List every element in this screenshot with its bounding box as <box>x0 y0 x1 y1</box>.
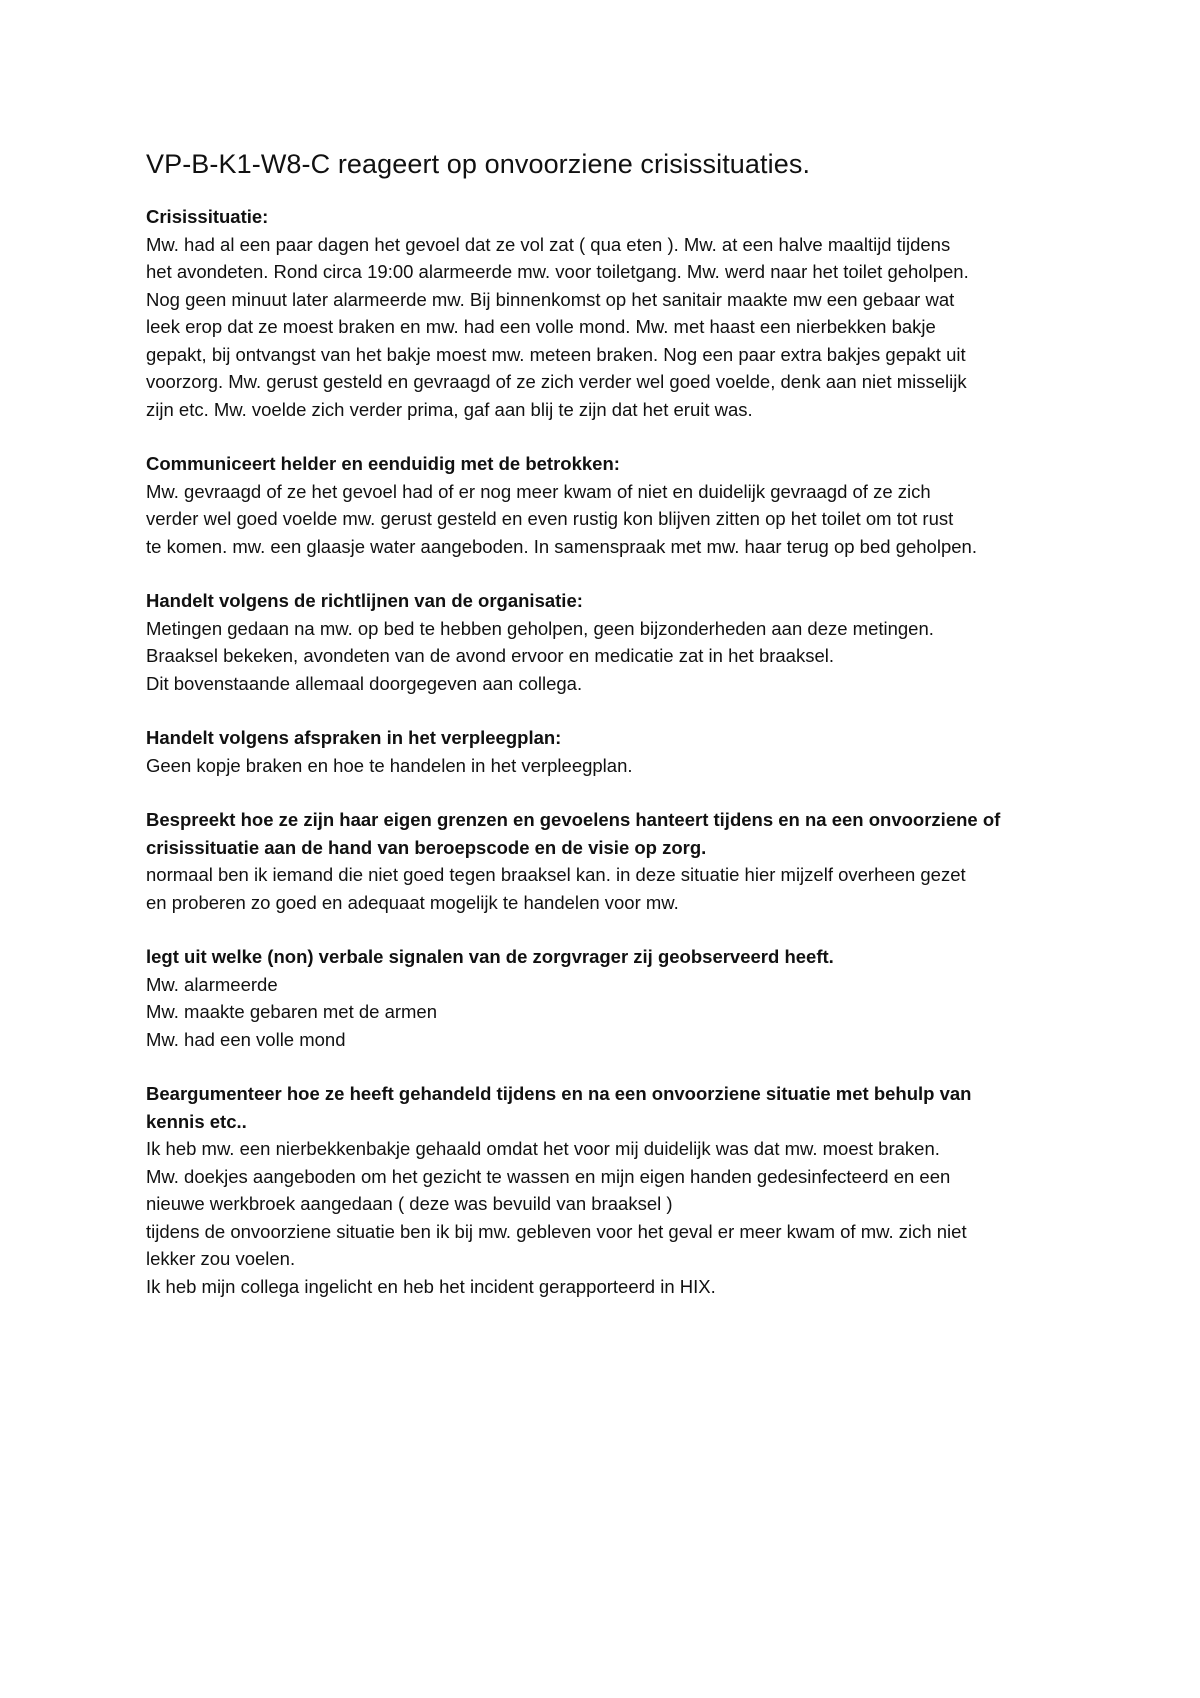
paragraph-line: voorzorg. Mw. gerust gesteld en gevraagd of ze zich verder wel goed voelde, denk aan niet misselijk <box>146 371 967 392</box>
paragraph-line: Metingen gedaan na mw. op bed te hebben geholpen, geen bijzonderheden aan deze metingen. <box>146 617 934 639</box>
paragraph-line: Mw. maakte gebaren met de armen <box>146 1001 438 1022</box>
document-section <box>146 806 1066 916</box>
paragraph-line: het avondeten. Rond circa 19:00 alarmeerde mw. voor toiletgang. Mw. werd naar het toilet geholpen. <box>146 261 969 282</box>
paragraph-line: tijdens de onvoorziene situatie ben ik bij mw. gebleven voor het geval er meer kwam of mw. zich niet <box>146 1220 967 1242</box>
section-heading: Handelt volgens de richtlijnen van de organisatie: <box>146 590 583 611</box>
paragraph-line: Mw. alarmeerde <box>146 973 278 995</box>
document-title: VP-B-K1-W8-C reageert op onvoorziene crisissituaties. <box>146 149 811 179</box>
paragraph-line: Dit bovenstaande allemaal doorgegeven aan collega. <box>146 672 583 694</box>
paragraph-line: Ik heb mw. een nierbekkenbakje gehaald omdat het voor mij duidelijk was dat mw. moest braken. <box>146 1138 940 1159</box>
section-heading: legt uit welke (non) verbale signalen van de zorgvrager zij geobserveerd heeft. <box>146 946 834 967</box>
document-section <box>146 943 1066 1053</box>
document-section <box>146 450 1066 560</box>
document-content <box>146 146 1066 1327</box>
paragraph-line: Nog geen minuut later alarmeerde mw. Bij binnenkomst op het sanitair maakte mw een gebaar wat <box>146 288 955 310</box>
document-section <box>146 587 1066 697</box>
section-heading: Bespreekt hoe ze zijn haar eigen grenzen en gevoelens hanteert tijdens en na een onvoorziene of <box>146 809 1001 830</box>
section-heading: crisissituatie aan de hand van beroepscode en de visie op zorg. <box>146 836 707 858</box>
paragraph-line: Geen kopje braken en hoe te handelen in het verpleegplan. <box>146 754 633 776</box>
document-section <box>146 203 1066 423</box>
document-sections <box>146 203 1066 1300</box>
document-section <box>146 724 1066 779</box>
paragraph-line: en proberen zo goed en adequaat mogelijk te handelen voor mw. <box>146 891 679 913</box>
section-heading: Crisissituatie: <box>146 206 269 227</box>
paragraph-line: zijn etc. Mw. voelde zich verder prima, gaf aan blij te zijn dat het eruit was. <box>146 398 753 420</box>
paragraph-line: leek erop dat ze moest braken en mw. had een volle mond. Mw. met haast een nierbekken bakje <box>146 316 936 337</box>
document-section <box>146 1080 1066 1300</box>
paragraph-line: Mw. had een volle mond <box>146 1028 346 1050</box>
section-heading: Communiceert helder en eenduidig met de betrokken: <box>146 453 620 474</box>
section-heading: kennis etc.. <box>146 1110 247 1132</box>
paragraph-line: Braaksel bekeken, avondeten van de avond ervoor en medicatie zat in het braaksel. <box>146 645 835 666</box>
paragraph-line: Ik heb mijn collega ingelicht en heb het incident gerapporteerd in HIX. <box>146 1275 716 1297</box>
section-heading: Handelt volgens afspraken in het verpleegplan: <box>146 727 562 748</box>
paragraph-line: normaal ben ik iemand die niet goed tegen braaksel kan. in deze situatie hier mijzelf overheen gezet <box>146 864 966 885</box>
paragraph-line: lekker zou voelen. <box>146 1248 296 1269</box>
paragraph-line: Mw. had al een paar dagen het gevoel dat ze vol zat ( qua eten ). Mw. at een halve maaltijd tijdens <box>146 233 951 255</box>
section-heading: Beargumenteer hoe ze heeft gehandeld tijdens en na een onvoorziene situatie met behulp van <box>146 1083 972 1104</box>
paragraph-line: verder wel goed voelde mw. gerust gesteld en even rustig kon blijven zitten op het toilet om tot rust <box>146 508 954 529</box>
paragraph-line: Mw. doekjes aangeboden om het gezicht te wassen en mijn eigen handen gedesinfecteerd en een <box>146 1165 951 1187</box>
paragraph-line: gepakt, bij ontvangst van het bakje moest mw. meteen braken. Nog een paar extra bakjes gepakt uit <box>146 343 966 365</box>
paragraph-line: Mw. gevraagd of ze het gevoel had of er nog meer kwam of niet en duidelijk gevraagd of ze zich <box>146 480 931 502</box>
paragraph-line: nieuwe werkbroek aangedaan ( deze was bevuild van braaksel ) <box>146 1193 673 1214</box>
paragraph-line: te komen. mw. een glaasje water aangeboden. In samenspraak met mw. haar terug op bed geholpen. <box>146 535 977 557</box>
